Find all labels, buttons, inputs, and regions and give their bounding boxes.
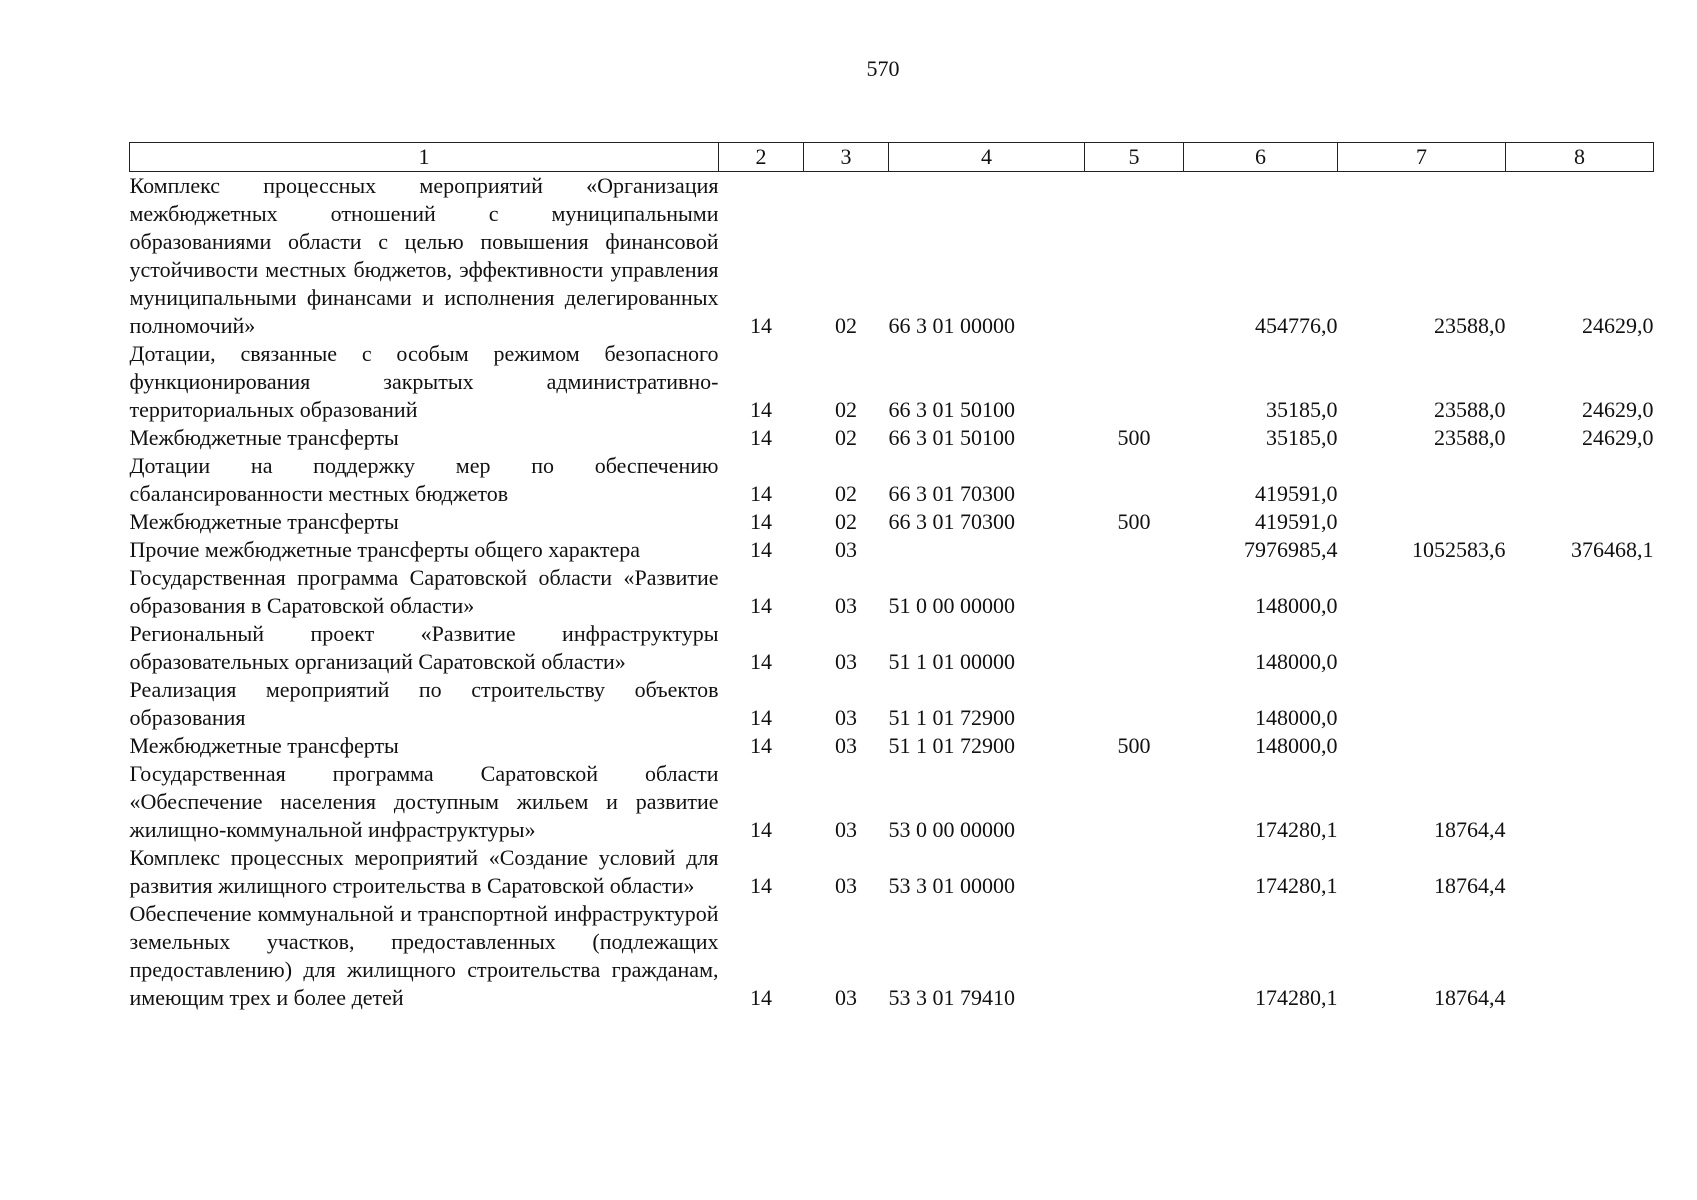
row-amount-col8 [1506, 564, 1654, 620]
row-description: Дотации, связанные с особым режимом безопасного функционирования закрытых административно-территориальных образований [129, 341, 719, 422]
row-amount-col7: 23588,0 [1434, 425, 1506, 450]
row-expense-type [1085, 676, 1184, 732]
row-subsection: 02 [835, 313, 857, 338]
row-section: 14 [750, 537, 772, 562]
table-row [130, 536, 1654, 564]
page-number: 570 [866, 56, 900, 81]
table-row [130, 760, 1654, 844]
header-col-4: 4 [889, 143, 1085, 172]
row-description: Обеспечение коммунальной и транспортной инфраструктурой земельных участков, предоставленных (подлежащих предоставлению) для жилищного строительства гражданам, имеющим трех и более детей [129, 901, 719, 1010]
row-amount-col8 [1506, 676, 1654, 732]
row-amount-col6: 148000,0 [1255, 733, 1338, 758]
row-subsection: 03 [835, 733, 857, 758]
row-expense-type [1085, 536, 1184, 564]
row-subsection: 02 [835, 425, 857, 450]
budget-table [129, 142, 1654, 1012]
row-target-code: 51 1 01 72900 [888, 733, 1015, 758]
row-amount-col8 [1506, 732, 1654, 760]
row-amount-col8 [1506, 900, 1654, 1012]
row-target-code: 51 1 01 72900 [888, 705, 1015, 730]
header-col-2: 2 [719, 143, 804, 172]
row-amount-col7 [1338, 676, 1506, 732]
table-row [130, 620, 1654, 676]
row-subsection: 03 [835, 873, 857, 898]
row-amount-col8 [1506, 844, 1654, 900]
row-subsection: 03 [835, 537, 857, 562]
row-target-code: 66 3 01 70300 [888, 481, 1015, 506]
row-description: Прочие межбюджетные трансферты общего характера [129, 537, 641, 562]
table-row [130, 424, 1654, 452]
header-col-6: 6 [1184, 143, 1338, 172]
row-expense-type [1085, 760, 1184, 844]
row-amount-col6: 174280,1 [1255, 985, 1338, 1010]
row-subsection: 03 [835, 817, 857, 842]
row-amount-col7: 18764,4 [1434, 985, 1506, 1010]
row-subsection: 03 [835, 649, 857, 674]
header-col-8: 8 [1506, 143, 1654, 172]
table-row [130, 900, 1654, 1012]
row-description: Комплекс процессных мероприятий «Создание условий для развития жилищного строительства в Саратовской области» [129, 845, 719, 898]
table-row [130, 508, 1654, 536]
row-description: Дотации на поддержку мер по обеспечению сбалансированности местных бюджетов [129, 453, 719, 506]
row-amount-col6: 174280,1 [1255, 817, 1338, 842]
row-expense-type [1085, 900, 1184, 1012]
row-amount-col8: 24629,0 [1582, 397, 1654, 422]
row-description: Межбюджетные трансферты [129, 509, 399, 534]
row-target-code [889, 536, 1085, 564]
table-row [130, 844, 1654, 900]
row-subsection: 03 [835, 985, 857, 1010]
row-expense-type: 500 [1117, 509, 1151, 534]
row-expense-type [1085, 452, 1184, 508]
row-target-code: 66 3 01 50100 [888, 397, 1015, 422]
row-expense-type [1085, 844, 1184, 900]
table-row [130, 172, 1654, 341]
row-description: Государственная программа Саратовской области «Обеспечение населения доступным жильем и развитие жилищно-коммунальной инфраструктуры» [129, 761, 719, 842]
row-amount-col8 [1506, 760, 1654, 844]
row-amount-col6: 148000,0 [1255, 593, 1338, 618]
row-description: Межбюджетные трансферты [129, 733, 399, 758]
row-amount-col6: 35185,0 [1266, 397, 1338, 422]
row-amount-col8: 24629,0 [1582, 425, 1654, 450]
header-row [130, 143, 1654, 172]
row-amount-col8: 24629,0 [1582, 313, 1654, 338]
row-section: 14 [750, 705, 772, 730]
table-row [130, 452, 1654, 508]
row-amount-col6: 148000,0 [1255, 705, 1338, 730]
row-amount-col7 [1338, 732, 1506, 760]
row-target-code: 51 0 00 00000 [888, 593, 1015, 618]
row-expense-type [1085, 620, 1184, 676]
row-description: Межбюджетные трансферты [129, 425, 399, 450]
row-description: Комплекс процессных мероприятий «Организация межбюджетных отношений с муниципальными образованиями области с целью повышения финансовой устойчивости местных бюджетов, эффективности управления муниципальными финансами и исполнения делегированных полномочий» [129, 173, 719, 338]
row-amount-col6: 35185,0 [1266, 425, 1338, 450]
row-amount-col6: 174280,1 [1255, 873, 1338, 898]
header-col-5: 5 [1085, 143, 1184, 172]
row-amount-col7: 23588,0 [1434, 397, 1506, 422]
row-expense-type [1085, 340, 1184, 424]
row-section: 14 [750, 313, 772, 338]
row-section: 14 [750, 873, 772, 898]
row-amount-col6: 148000,0 [1255, 649, 1338, 674]
row-target-code: 53 3 01 79410 [888, 985, 1015, 1010]
row-amount-col8 [1506, 452, 1654, 508]
row-amount-col7: 23588,0 [1434, 313, 1506, 338]
row-amount-col8 [1506, 620, 1654, 676]
header-col-7: 7 [1338, 143, 1506, 172]
table-body [130, 172, 1654, 1013]
row-subsection: 02 [835, 397, 857, 422]
header-col-1: 1 [130, 143, 719, 172]
row-amount-col7: 1052583,6 [1412, 537, 1506, 562]
row-description: Государственная программа Саратовской области «Развитие образования в Саратовской области» [129, 565, 719, 618]
row-amount-col7 [1338, 508, 1506, 536]
row-description: Реализация мероприятий по строительству объектов образования [129, 677, 719, 730]
row-subsection: 02 [835, 509, 857, 534]
row-section: 14 [750, 733, 772, 758]
row-subsection: 03 [835, 705, 857, 730]
row-amount-col8 [1506, 508, 1654, 536]
row-amount-col7: 18764,4 [1434, 817, 1506, 842]
row-section: 14 [750, 425, 772, 450]
row-amount-col7 [1338, 452, 1506, 508]
table-row [130, 732, 1654, 760]
row-target-code: 66 3 01 70300 [888, 509, 1015, 534]
row-amount-col7 [1338, 564, 1506, 620]
row-amount-col6: 419591,0 [1255, 481, 1338, 506]
table-row [130, 564, 1654, 620]
row-section: 14 [750, 985, 772, 1010]
row-target-code: 51 1 01 00000 [888, 649, 1015, 674]
row-section: 14 [750, 593, 772, 618]
row-section: 14 [750, 649, 772, 674]
row-amount-col8: 376468,1 [1571, 537, 1654, 562]
row-target-code: 66 3 01 00000 [888, 313, 1015, 338]
row-expense-type: 500 [1117, 733, 1151, 758]
header-col-3: 3 [804, 143, 889, 172]
row-section: 14 [750, 481, 772, 506]
table-row [130, 340, 1654, 424]
table-row [130, 676, 1654, 732]
row-expense-type [1085, 172, 1184, 341]
row-amount-col7: 18764,4 [1434, 873, 1506, 898]
row-target-code: 53 0 00 00000 [888, 817, 1015, 842]
row-amount-col6: 7976985,4 [1244, 537, 1338, 562]
row-subsection: 03 [835, 593, 857, 618]
row-subsection: 02 [835, 481, 857, 506]
row-amount-col6: 454776,0 [1255, 313, 1338, 338]
row-section: 14 [750, 817, 772, 842]
table-header [130, 143, 1654, 172]
row-description: Региональный проект «Развитие инфраструктуры образовательных организаций Саратовской области» [129, 621, 719, 674]
row-amount-col7 [1338, 620, 1506, 676]
row-target-code: 66 3 01 50100 [888, 425, 1015, 450]
row-expense-type: 500 [1117, 425, 1151, 450]
row-section: 14 [750, 397, 772, 422]
row-target-code: 53 3 01 00000 [888, 873, 1015, 898]
row-section: 14 [750, 509, 772, 534]
row-expense-type [1085, 564, 1184, 620]
row-amount-col6: 419591,0 [1255, 509, 1338, 534]
